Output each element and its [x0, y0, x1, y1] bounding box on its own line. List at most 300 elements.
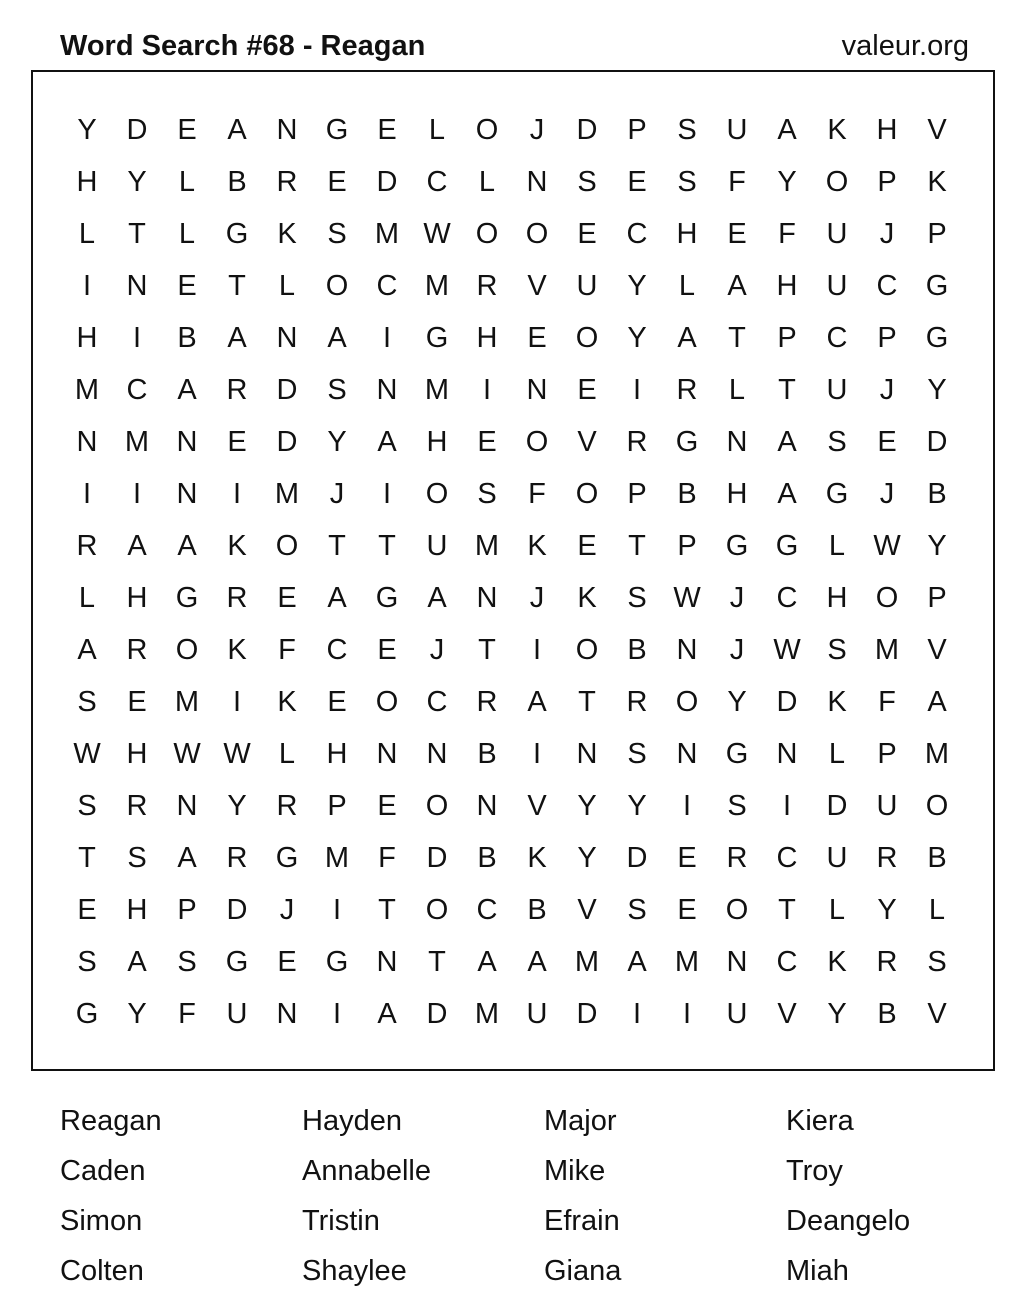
grid-letter: I — [132, 478, 142, 510]
grid-letter: A — [77, 634, 97, 666]
grid-letter: A — [927, 686, 947, 718]
word-list-item: Simon — [60, 1205, 143, 1237]
grid-letter: S — [327, 374, 347, 406]
grid-letter: E — [177, 270, 197, 302]
grid-letter: E — [577, 218, 597, 250]
grid-letter: N — [676, 738, 698, 770]
grid-letter: H — [326, 738, 348, 770]
grid-letter: J — [879, 374, 895, 406]
grid-letter: L — [78, 582, 96, 614]
grid-letter: R — [276, 790, 298, 822]
grid-letter: M — [874, 634, 900, 666]
grid-letter: W — [73, 738, 101, 770]
word-list-item: Troy — [786, 1155, 843, 1187]
grid-letter: I — [532, 738, 542, 770]
grid-letter: B — [177, 322, 197, 354]
grid-letter: P — [927, 582, 947, 614]
grid-letter: O — [475, 114, 499, 146]
grid-letter: G — [725, 530, 749, 562]
grid-letter: R — [126, 790, 148, 822]
grid-letter: V — [527, 790, 547, 822]
grid-letter: M — [324, 842, 350, 874]
grid-letter: M — [574, 946, 600, 978]
grid-letter: E — [277, 946, 297, 978]
grid-letter: N — [176, 478, 198, 510]
grid-letter: Y — [627, 322, 647, 354]
grid-letter: P — [877, 738, 897, 770]
grid-letter: K — [577, 582, 597, 614]
grid-letter: I — [232, 478, 242, 510]
grid-letter: C — [876, 270, 898, 302]
grid-letter: M — [74, 374, 100, 406]
grid-letter: A — [777, 426, 797, 458]
grid-letter: T — [228, 270, 246, 302]
grid-letter: R — [676, 374, 698, 406]
grid-letter: K — [827, 686, 847, 718]
grid-letter: N — [526, 166, 548, 198]
grid-letter: C — [776, 842, 798, 874]
grid-letter: H — [876, 114, 898, 146]
grid-letter: B — [927, 842, 947, 874]
grid-letter: A — [677, 322, 697, 354]
grid-letter: H — [76, 322, 98, 354]
grid-letter: T — [778, 894, 796, 926]
grid-letter: G — [775, 530, 799, 562]
grid-letter: B — [227, 166, 247, 198]
grid-letter: S — [627, 582, 647, 614]
word-list-item: Major — [544, 1105, 617, 1137]
grid-letter: U — [576, 270, 598, 302]
grid-letter: N — [76, 426, 98, 458]
grid-letter: G — [325, 946, 349, 978]
grid-letter: F — [178, 998, 196, 1030]
grid-letter: N — [526, 374, 548, 406]
grid-letter: N — [376, 374, 398, 406]
grid-letter: S — [177, 946, 197, 978]
grid-letter: A — [477, 946, 497, 978]
grid-letter: O — [425, 478, 449, 510]
grid-letter: N — [476, 790, 498, 822]
grid-letter: H — [126, 894, 148, 926]
grid-letter: O — [575, 322, 599, 354]
grid-letter: J — [279, 894, 295, 926]
grid-letter: K — [277, 686, 297, 718]
grid-letter: H — [676, 218, 698, 250]
grid-letter: S — [677, 166, 697, 198]
grid-letter: G — [225, 218, 249, 250]
grid-letter: L — [178, 218, 196, 250]
grid-letter: D — [126, 114, 148, 146]
grid-letter: R — [476, 686, 498, 718]
grid-letter: S — [627, 738, 647, 770]
grid-letter: D — [426, 998, 448, 1030]
word-list-item: Kiera — [786, 1105, 854, 1137]
grid-letter: S — [477, 478, 497, 510]
grid-letter: Y — [577, 790, 597, 822]
letter-grid — [62, 104, 962, 1040]
grid-letter: A — [527, 946, 547, 978]
grid-letter: L — [728, 374, 746, 406]
grid-letter: U — [826, 218, 848, 250]
grid-letter: E — [677, 842, 697, 874]
grid-letter: E — [577, 374, 597, 406]
grid-letter: W — [173, 738, 201, 770]
grid-letter: Y — [927, 530, 947, 562]
grid-letter: P — [877, 322, 897, 354]
word-list-item: Hayden — [302, 1105, 402, 1137]
grid-letter: I — [82, 478, 92, 510]
grid-letter: C — [126, 374, 148, 406]
grid-letter: P — [327, 790, 347, 822]
grid-letter: V — [577, 894, 597, 926]
grid-letter: I — [532, 634, 542, 666]
grid-letter: K — [527, 530, 547, 562]
grid-letter: N — [276, 998, 298, 1030]
grid-letter: S — [577, 166, 597, 198]
grid-letter: E — [677, 894, 697, 926]
grid-letter: H — [76, 166, 98, 198]
grid-letter: T — [428, 946, 446, 978]
word-list-item: Annabelle — [302, 1155, 431, 1187]
grid-letter: E — [477, 426, 497, 458]
grid-letter: G — [325, 114, 349, 146]
grid-letter: N — [726, 426, 748, 458]
grid-letter: B — [927, 478, 947, 510]
grid-letter: K — [927, 166, 947, 198]
grid-letter: F — [278, 634, 296, 666]
grid-letter: Y — [127, 998, 147, 1030]
grid-letter: W — [773, 634, 801, 666]
grid-letter: K — [827, 114, 847, 146]
grid-letter: J — [529, 582, 545, 614]
grid-letter: U — [226, 998, 248, 1030]
grid-letter: D — [776, 686, 798, 718]
grid-letter: W — [423, 218, 451, 250]
grid-letter: R — [476, 270, 498, 302]
grid-letter: J — [729, 634, 745, 666]
word-list-item: Reagan — [60, 1105, 162, 1137]
grid-letter: C — [776, 582, 798, 614]
grid-letter: R — [76, 530, 98, 562]
grid-letter: D — [626, 842, 648, 874]
grid-letter: O — [875, 582, 899, 614]
grid-letter: M — [924, 738, 950, 770]
grid-letter: N — [176, 790, 198, 822]
grid-letter: L — [678, 270, 696, 302]
grid-letter: L — [828, 530, 846, 562]
grid-letter: E — [727, 218, 747, 250]
word-list-item: Deangelo — [786, 1205, 911, 1237]
grid-letter: D — [276, 374, 298, 406]
grid-letter: H — [776, 270, 798, 302]
grid-letter: D — [426, 842, 448, 874]
grid-letter: A — [127, 946, 147, 978]
grid-letter: F — [378, 842, 396, 874]
grid-letter: E — [327, 686, 347, 718]
grid-letter: C — [626, 218, 648, 250]
grid-letter: Y — [727, 686, 747, 718]
grid-letter: R — [726, 842, 748, 874]
grid-letter: S — [927, 946, 947, 978]
grid-letter: M — [124, 426, 150, 458]
grid-letter: D — [276, 426, 298, 458]
grid-letter: E — [877, 426, 897, 458]
grid-letter: G — [175, 582, 199, 614]
grid-letter: C — [326, 634, 348, 666]
grid-letter: F — [528, 478, 546, 510]
grid-letter: I — [382, 322, 392, 354]
grid-letter: N — [176, 426, 198, 458]
grid-letter: E — [377, 114, 397, 146]
grid-letter: L — [428, 114, 446, 146]
grid-letter: S — [77, 686, 97, 718]
grid-letter: I — [382, 478, 392, 510]
grid-letter: T — [128, 218, 146, 250]
grid-letter: E — [227, 426, 247, 458]
grid-letter: G — [225, 946, 249, 978]
grid-letter: G — [925, 322, 949, 354]
grid-letter: G — [75, 998, 99, 1030]
grid-letter: J — [529, 114, 545, 146]
grid-letter: O — [425, 790, 449, 822]
grid-letter: C — [826, 322, 848, 354]
grid-letter: G — [925, 270, 949, 302]
grid-letter: O — [275, 530, 299, 562]
grid-letter: A — [427, 582, 447, 614]
grid-letter: N — [676, 634, 698, 666]
grid-letter: L — [478, 166, 496, 198]
grid-letter: N — [376, 738, 398, 770]
grid-letter: N — [376, 946, 398, 978]
grid-letter: R — [126, 634, 148, 666]
grid-letter: Y — [127, 166, 147, 198]
grid-letter: W — [673, 582, 701, 614]
grid-letter: O — [525, 426, 549, 458]
grid-letter: B — [877, 998, 897, 1030]
grid-letter: A — [377, 998, 397, 1030]
grid-letter: O — [575, 634, 599, 666]
grid-letter: V — [777, 998, 797, 1030]
grid-letter: A — [777, 478, 797, 510]
grid-letter: I — [782, 790, 792, 822]
grid-letter: A — [227, 322, 247, 354]
grid-letter: U — [426, 530, 448, 562]
grid-letter: E — [277, 582, 297, 614]
grid-letter: R — [226, 582, 248, 614]
grid-letter: T — [478, 634, 496, 666]
grid-letter: A — [777, 114, 797, 146]
word-list-item: Tristin — [302, 1205, 380, 1237]
grid-letter: C — [426, 686, 448, 718]
word-list-item: Caden — [60, 1155, 146, 1187]
grid-letter: I — [82, 270, 92, 302]
grid-letter: T — [778, 374, 796, 406]
word-list — [60, 1096, 1028, 1296]
grid-letter: N — [126, 270, 148, 302]
grid-letter: B — [677, 478, 697, 510]
grid-letter: Y — [777, 166, 797, 198]
grid-letter: S — [827, 426, 847, 458]
grid-letter: U — [826, 842, 848, 874]
grid-letter: M — [474, 530, 500, 562]
grid-letter: B — [527, 894, 547, 926]
grid-letter: S — [77, 790, 97, 822]
grid-letter: B — [477, 738, 497, 770]
grid-letter: L — [828, 894, 846, 926]
grid-letter: H — [826, 582, 848, 614]
grid-letter: S — [677, 114, 697, 146]
grid-letter: A — [327, 322, 347, 354]
grid-letter: A — [627, 946, 647, 978]
grid-letter: O — [925, 790, 949, 822]
grid-letter: R — [226, 374, 248, 406]
grid-letter: R — [226, 842, 248, 874]
site-name: valeur.org — [841, 30, 969, 62]
grid-letter: I — [632, 374, 642, 406]
grid-letter: A — [177, 842, 197, 874]
grid-letter: H — [126, 582, 148, 614]
grid-letter: H — [476, 322, 498, 354]
grid-letter: O — [325, 270, 349, 302]
grid-letter: Y — [627, 790, 647, 822]
grid-letter: N — [476, 582, 498, 614]
grid-letter: A — [327, 582, 347, 614]
grid-letter: E — [377, 790, 397, 822]
grid-letter: D — [826, 790, 848, 822]
grid-letter: C — [476, 894, 498, 926]
word-list-item: Miah — [786, 1255, 849, 1287]
grid-letter: W — [223, 738, 251, 770]
word-list-item: Efrain — [544, 1205, 620, 1237]
grid-letter: Y — [327, 426, 347, 458]
grid-letter: U — [726, 998, 748, 1030]
grid-letter: T — [578, 686, 596, 718]
word-list-item: Mike — [544, 1155, 606, 1187]
grid-letter: Y — [927, 374, 947, 406]
grid-letter: N — [776, 738, 798, 770]
grid-letter: M — [174, 686, 200, 718]
grid-letter: Y — [577, 842, 597, 874]
grid-letter: I — [332, 894, 342, 926]
grid-letter: J — [879, 218, 895, 250]
grid-letter: K — [227, 530, 247, 562]
grid-letter: P — [927, 218, 947, 250]
grid-letter: R — [626, 426, 648, 458]
page-title: Word Search #68 - Reagan — [60, 30, 426, 62]
grid-letter: M — [674, 946, 700, 978]
grid-letter: V — [527, 270, 547, 302]
grid-letter: T — [378, 530, 396, 562]
grid-letter: G — [375, 582, 399, 614]
grid-letter: Y — [827, 998, 847, 1030]
grid-letter: A — [727, 270, 747, 302]
grid-letter: H — [726, 478, 748, 510]
grid-letter: Y — [877, 894, 897, 926]
word-list-item: Colten — [60, 1255, 144, 1287]
grid-letter: P — [627, 478, 647, 510]
grid-letter: B — [627, 634, 647, 666]
grid-letter: F — [728, 166, 746, 198]
grid-letter: O — [725, 894, 749, 926]
grid-letter: L — [278, 270, 296, 302]
grid-letter: A — [177, 530, 197, 562]
grid-letter: Y — [77, 114, 97, 146]
grid-letter: E — [177, 114, 197, 146]
grid-letter: R — [276, 166, 298, 198]
grid-letter: L — [78, 218, 96, 250]
grid-letter: C — [776, 946, 798, 978]
word-list-item: Shaylee — [302, 1255, 407, 1287]
grid-letter: E — [327, 166, 347, 198]
grid-letter: N — [426, 738, 448, 770]
grid-letter: U — [726, 114, 748, 146]
grid-letter: D — [376, 166, 398, 198]
grid-letter: S — [727, 790, 747, 822]
grid-letter: S — [627, 894, 647, 926]
grid-letter: J — [729, 582, 745, 614]
grid-letter: U — [526, 998, 548, 1030]
grid-letter: U — [826, 374, 848, 406]
grid-letter: G — [725, 738, 749, 770]
grid-letter: O — [375, 686, 399, 718]
grid-letter: S — [827, 634, 847, 666]
grid-letter: S — [77, 946, 97, 978]
grid-letter: M — [474, 998, 500, 1030]
grid-letter: G — [675, 426, 699, 458]
grid-letter: J — [879, 478, 895, 510]
grid-letter: T — [78, 842, 96, 874]
grid-letter: Y — [227, 790, 247, 822]
grid-letter: M — [424, 270, 450, 302]
grid-letter: E — [127, 686, 147, 718]
grid-letter: O — [475, 218, 499, 250]
grid-letter: O — [675, 686, 699, 718]
grid-letter: N — [726, 946, 748, 978]
grid-letter: I — [682, 790, 692, 822]
grid-letter: P — [777, 322, 797, 354]
grid-letter: W — [873, 530, 901, 562]
grid-letter: F — [878, 686, 896, 718]
word-list-item: Giana — [544, 1255, 622, 1287]
grid-letter: O — [575, 478, 599, 510]
grid-letter: I — [332, 998, 342, 1030]
grid-letter: K — [527, 842, 547, 874]
grid-letter: T — [378, 894, 396, 926]
grid-letter: R — [876, 842, 898, 874]
grid-letter: A — [177, 374, 197, 406]
grid-letter: O — [425, 894, 449, 926]
grid-letter: D — [576, 998, 598, 1030]
grid-letter: P — [177, 894, 197, 926]
grid-letter: M — [274, 478, 300, 510]
grid-letter: S — [127, 842, 147, 874]
grid-letter: R — [876, 946, 898, 978]
grid-letter: H — [126, 738, 148, 770]
grid-letter: C — [376, 270, 398, 302]
grid-letter: P — [877, 166, 897, 198]
grid-letter: V — [577, 426, 597, 458]
grid-letter: E — [627, 166, 647, 198]
grid-letter: O — [175, 634, 199, 666]
grid-letter: K — [827, 946, 847, 978]
grid-letter: H — [426, 426, 448, 458]
grid-letter: O — [525, 218, 549, 250]
grid-letter: L — [178, 166, 196, 198]
grid-letter: P — [627, 114, 647, 146]
grid-letter: U — [876, 790, 898, 822]
grid-letter: S — [327, 218, 347, 250]
grid-letter: T — [728, 322, 746, 354]
